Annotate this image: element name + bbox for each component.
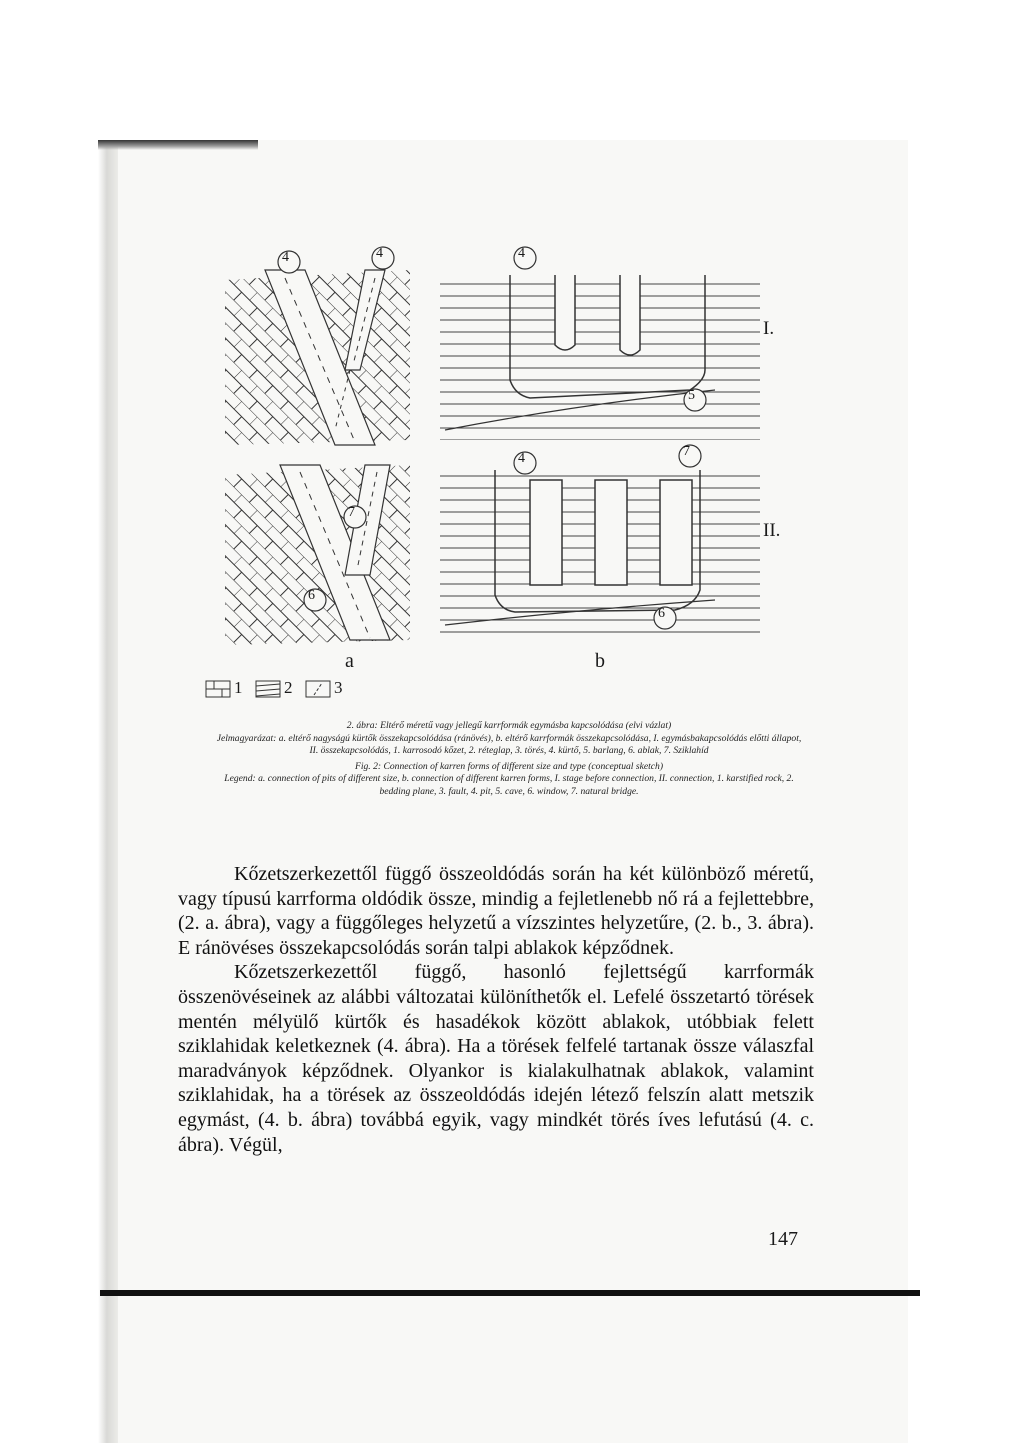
callout-5-b1: 5 [688,388,695,403]
figure-caption [214,720,804,799]
callout-4-a1b: 4 [376,246,383,261]
legend-label-2: 2 [284,678,293,697]
paragraph-1: Kőzetszerkezettől függő összeoldódás során ha két különböző méretű, vagy típusú karrforma oldódik össze, mindig a fejletlenebb nő rá a fejlettebbre, (2. a. ábra), vagy a függőleges helyzetű a vízszintes helyzetűre, (2. b., 3. ábra). E ránövéses összekapcsolódás során talpi ablakok képződnek. [178,863,814,959]
callout-7-a2: 7 [348,505,355,520]
panel-label-a: a [345,650,354,672]
caption-en-legend: Legend: a. connection of pits of different size, b. connection of different karren forms, I. stage before connection, II. connection, 1. karstified rock, 2. bedding plane, 3. fault, 4. pit, 5. cave, 6. window, 7. natural bridge. [224,773,794,797]
bottom-rule [100,1290,920,1296]
bedding-plane-hatch-icon [255,680,281,698]
callout-7-b2: 7 [683,444,690,459]
stage-label-1: I. [763,318,775,339]
panel-label-b: b [595,650,605,672]
figure-2 [195,230,795,710]
fault-slash-icon [305,680,331,698]
karren-sketch [195,230,795,710]
callout-4-a1: 4 [282,250,289,265]
karstified-rock-brick-icon [205,680,231,698]
caption-hu-title: 2. ábra: Eltérő méretű vagy jellegű karrformák egymásba kapcsolódása (elvi vázlat) [346,720,672,731]
callout-6-b2: 6 [658,606,665,621]
panel-b-stage-1 [440,275,760,440]
panel-a-stage-1 [225,270,410,445]
body-text [178,862,814,1157]
legend-label-1: 1 [234,678,243,697]
caption-en-title: Fig. 2: Connection of karren forms of different size and type (conceptual sketch) [354,760,664,772]
legend [205,678,445,702]
stage-label-2: II. [763,520,781,541]
callout-4-b1: 4 [518,246,525,261]
legend-label-3: 3 [334,678,343,697]
caption-hu-legend: Jelmagyarázat: a. eltérő nagyságú kürtők összekapcsolódása (ránövés), b. eltérő karrformák összekapcsolódása, I. egymásbakapcsolódás előtti állapot, II. összekapcsolódás, 1. karrosodó kőzet, 2. réteglap, 3. törés, 4. kürtő, 5. barlang, 6. ablak, 7. Sziklahíd [216,732,802,757]
callout-4-b2: 4 [518,451,525,466]
scan-shadow [98,140,258,150]
page-edge [98,140,120,1443]
panel-a-stage-2 [225,465,410,645]
page-number: 147 [768,1228,798,1250]
callout-6-a2: 6 [308,588,315,603]
panel-b-stage-2 [440,470,760,635]
paragraph-2: Kőzetszerkezettől függő, hasonló fejlettségű karrformák összenövéseinek az alábbi változatai különíthetők el. Lefelé összetartó törések mentén mélyülő kürtők és hasadékok között ablakok, utóbbiak felett sziklahidak keletkeznek (4. ábra). Ha a törések felfelé tartanak össze válaszfal maradványok képződnek. Olyankor is kialakulhatnak ablakok, valamint sziklahidak, ha a törések az összeoldódás idején létező felszín alatt metszik egymást, (4. b. ábra) továbbá egyik, vagy mindkét törés íves lefutású (4. c. ábra). Végül, [178,961,814,1156]
